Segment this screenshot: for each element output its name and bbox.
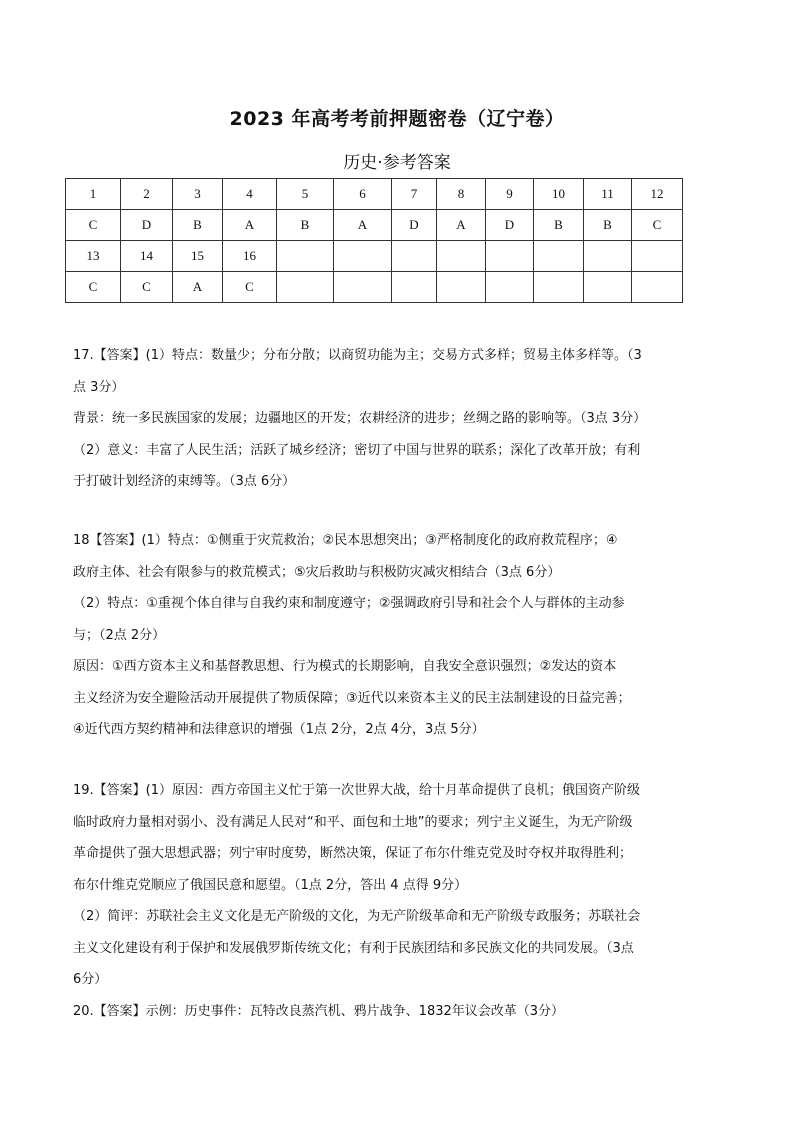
question-number-cell: 14 [121,241,173,272]
question-number-cell [437,241,486,272]
question-number-row [66,179,683,210]
answer-line: 20.【答案】示例：历史事件：瓦特改良蒸汽机、鸦片战争、1832年议会改革（3分） [73,1003,565,1019]
question-number-cell: 5 [277,179,334,210]
answer-cell [632,272,683,303]
answer-row [66,272,683,303]
question-number-cell: 8 [437,179,486,210]
answer-19 [73,775,678,1027]
answer-row [66,210,683,241]
answer-cell [334,272,392,303]
question-number-cell [486,241,534,272]
question-number-cell: 6 [334,179,392,210]
answer-line: 6分） [73,972,108,987]
question-number-cell: 2 [121,179,173,210]
answer-line: 17.【答案】(1）特点：数量少；分布分散；以商贸功能为主；交易方式多样；贸易主体多样等。（3 [73,348,642,363]
answer-line: 18【答案】(1）特点：①侧重于灾荒救治；②民本思想突出；③严格制度化的政府救荒程序；④ [73,533,618,548]
question-number-cell: 4 [223,179,277,210]
answer-line: 背景：统一多民族国家的发展；边疆地区的开发；农耕经济的进步；丝绸之路的影响等。（3点 3分） [73,411,647,426]
answer-18 [73,525,678,746]
answer-line: 与；（2点 2分） [73,627,166,643]
question-number-cell: 3 [173,179,223,210]
answer-cell: D [486,210,534,241]
answer-cell: D [121,210,173,241]
question-number-cell [584,241,632,272]
answer-cell [486,272,534,303]
question-number-cell: 13 [66,241,121,272]
answer-cell: C [66,272,121,303]
answer-line: 主义经济为安全避险活动开展提供了物质保障；③近代以来资本主义的民主法制建设的日益完善； [73,690,631,706]
answer-line: ④近代西方契约精神和法律意识的增强（1点 2分，2点 4分，3点 5分） [73,722,485,737]
answer-17 [73,340,678,498]
answer-cell [534,272,584,303]
answer-cell [277,272,334,303]
question-number-cell: 16 [223,241,277,272]
question-number-cell: 1 [66,179,121,210]
answer-cell: A [437,210,486,241]
question-number-cell [334,241,392,272]
question-number-cell: 15 [173,241,223,272]
answer-line: 点 3分） [73,379,125,395]
answer-cell: B [277,210,334,241]
answer-cell [392,272,437,303]
answer-line: 布尔什维克党顺应了俄国民意和愿望。（1点 2分，答出 4 点得 9分） [73,877,468,893]
question-number-row [66,241,683,272]
answer-cell [437,272,486,303]
answer-cell: A [334,210,392,241]
question-number-cell [392,241,437,272]
answer-cell: B [173,210,223,241]
answer-cell: B [584,210,632,241]
answer-key-table [65,178,683,303]
question-number-cell: 10 [534,179,584,210]
answer-line: 临时政府力量相对弱小、没有满足人民对“和平、面包和土地”的要求；列宁主义诞生，为无产阶级 [73,814,633,830]
answer-cell: C [223,272,277,303]
answer-line: 于打破计划经济的束缚等。（3点 6分） [73,474,296,489]
answer-cell: B [534,210,584,241]
question-number-cell [277,241,334,272]
answer-line: （2）特点：①重视个体自律与自我约束和制度遵守；②强调政府引导和社会个人与群体的主动参 [73,596,625,611]
answer-line: 政府主体、社会有限参与的救荒模式；⑤灾后救助与积极防灾减灾相结合（3点 6分） [73,564,561,580]
answer-line: 主义文化建设有利于保护和发展俄罗斯传统文化；有利于民族团结和多民族文化的共同发展。（3点 [73,940,634,956]
answer-cell: C [632,210,683,241]
answer-cell: C [66,210,121,241]
answer-line: 19.【答案】(1）原因：西方帝国主义忙于第一次世界大战，给十月革命提供了良机；俄国资产阶级 [73,783,641,798]
question-number-cell: 7 [392,179,437,210]
question-number-cell: 12 [632,179,683,210]
answer-line: 革命提供了强大思想武器；列宁审时度势，断然决策，保证了布尔什维克党及时夺权并取得胜利； [73,846,633,861]
question-number-cell [632,241,683,272]
answer-cell: A [223,210,277,241]
question-number-cell: 11 [584,179,632,210]
answer-line: （2）简评：苏联社会主义文化是无产阶级的文化，为无产阶级革命和无产阶级专政服务；苏联社会 [73,909,641,924]
answer-cell: C [121,272,173,303]
document-title: 2023 年高考考前押题密卷（辽宁卷） [229,108,565,130]
question-number-cell: 9 [486,179,534,210]
answer-cell: A [173,272,223,303]
answer-cell: D [392,210,437,241]
answer-line: （2）意义：丰富了人民生活；活跃了城乡经济；密切了中国与世界的联系；深化了改革开放；有利 [73,442,641,458]
answer-line: 原因：①西方资本主义和基督教思想、行为模式的长期影响，自我安全意识强烈；②发达的资本 [73,659,617,674]
question-number-cell [534,241,584,272]
answer-cell [584,272,632,303]
document-subtitle: 历史·参考答案 [343,153,451,173]
